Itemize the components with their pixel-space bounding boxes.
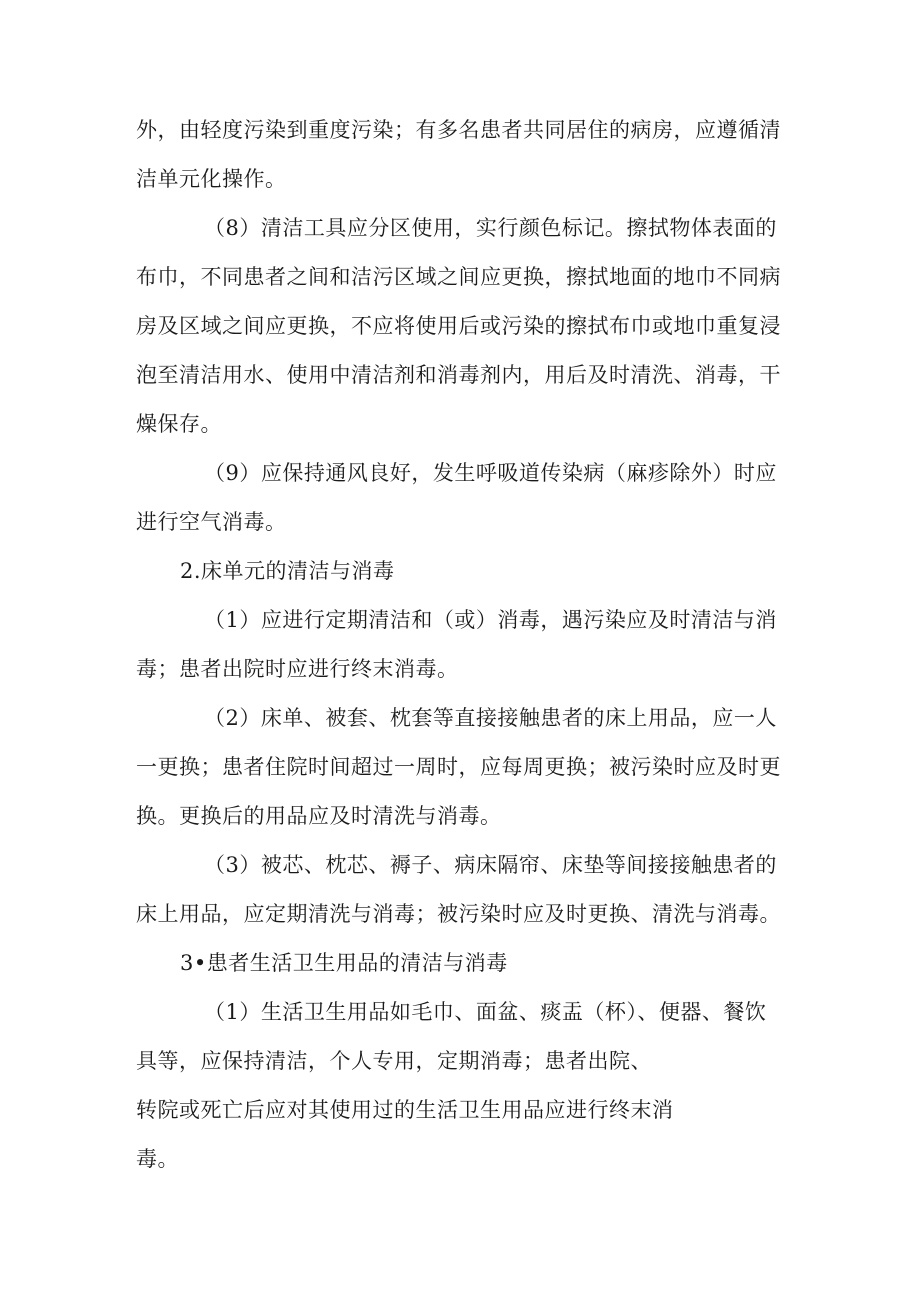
paragraph-item-9: （9）应保持通风良好，发生呼吸道传染病（麻疹除外）时应 bbox=[204, 461, 777, 485]
section-heading-2: 2.床单元的清洁与消毒 bbox=[180, 559, 395, 583]
text-line: 洁单元化操作。 bbox=[136, 167, 287, 191]
paragraph-item-2: （2）床单、被套、枕套等直接接触患者的床上用品，应一人 bbox=[204, 706, 777, 730]
paragraph-item-3: （3）被芯、枕芯、褥子、病床隔帘、床垫等间接接触患者的 bbox=[204, 853, 777, 877]
paragraph-item-1: （1）应进行定期清洁和（或）消毒，遇污染应及时清洁与消 bbox=[204, 608, 777, 632]
text-line: 毒。 bbox=[136, 1147, 179, 1171]
text-line: 燥保存。 bbox=[136, 412, 222, 436]
paragraph-item-1b: （1）生活卫生用品如毛巾、面盆、痰盂（杯）、便器、餐饮 bbox=[204, 1000, 767, 1024]
paragraph-item-8: （8）清洁工具应分区使用，实行颜色标记。擦拭物体表面的 bbox=[204, 216, 777, 240]
section-heading-3: 3•患者生活卫生用品的清洁与消毒 bbox=[180, 951, 508, 975]
text-line: 布巾，不同患者之间和洁污区域之间应更换，擦拭地面的地巾不同病 bbox=[136, 265, 781, 289]
text-line: 外，由轻度污染到重度污染；有多名患者共同居住的病房，应遵循清 bbox=[136, 118, 781, 142]
text-line: 换。更换后的用品应及时清洗与消毒。 bbox=[136, 804, 502, 828]
text-line: 一更换；患者住院时间超过一周时，应每周更换；被污染时应及时更 bbox=[136, 755, 781, 779]
text-line: 进行空气消毒。 bbox=[136, 510, 287, 534]
text-line: 具等，应保持清洁，个人专用，定期消毒；患者出院、 bbox=[136, 1049, 652, 1073]
text-line: 床上用品，应定期清洗与消毒；被污染时应及时更换、清洗与消毒。 bbox=[136, 902, 781, 926]
text-line: 泡至清洁用水、使用中清洁剂和消毒剂内，用后及时清洗、消毒，干 bbox=[136, 363, 781, 387]
text-line: 毒；患者出院时应进行终末消毒。 bbox=[136, 657, 459, 681]
text-line: 房及区域之间应更换，不应将使用后或污染的擦拭布巾或地巾重复浸 bbox=[136, 314, 781, 338]
text-line: 转院或死亡后应对其使用过的生活卫生用品应进行终末消 bbox=[136, 1098, 674, 1122]
